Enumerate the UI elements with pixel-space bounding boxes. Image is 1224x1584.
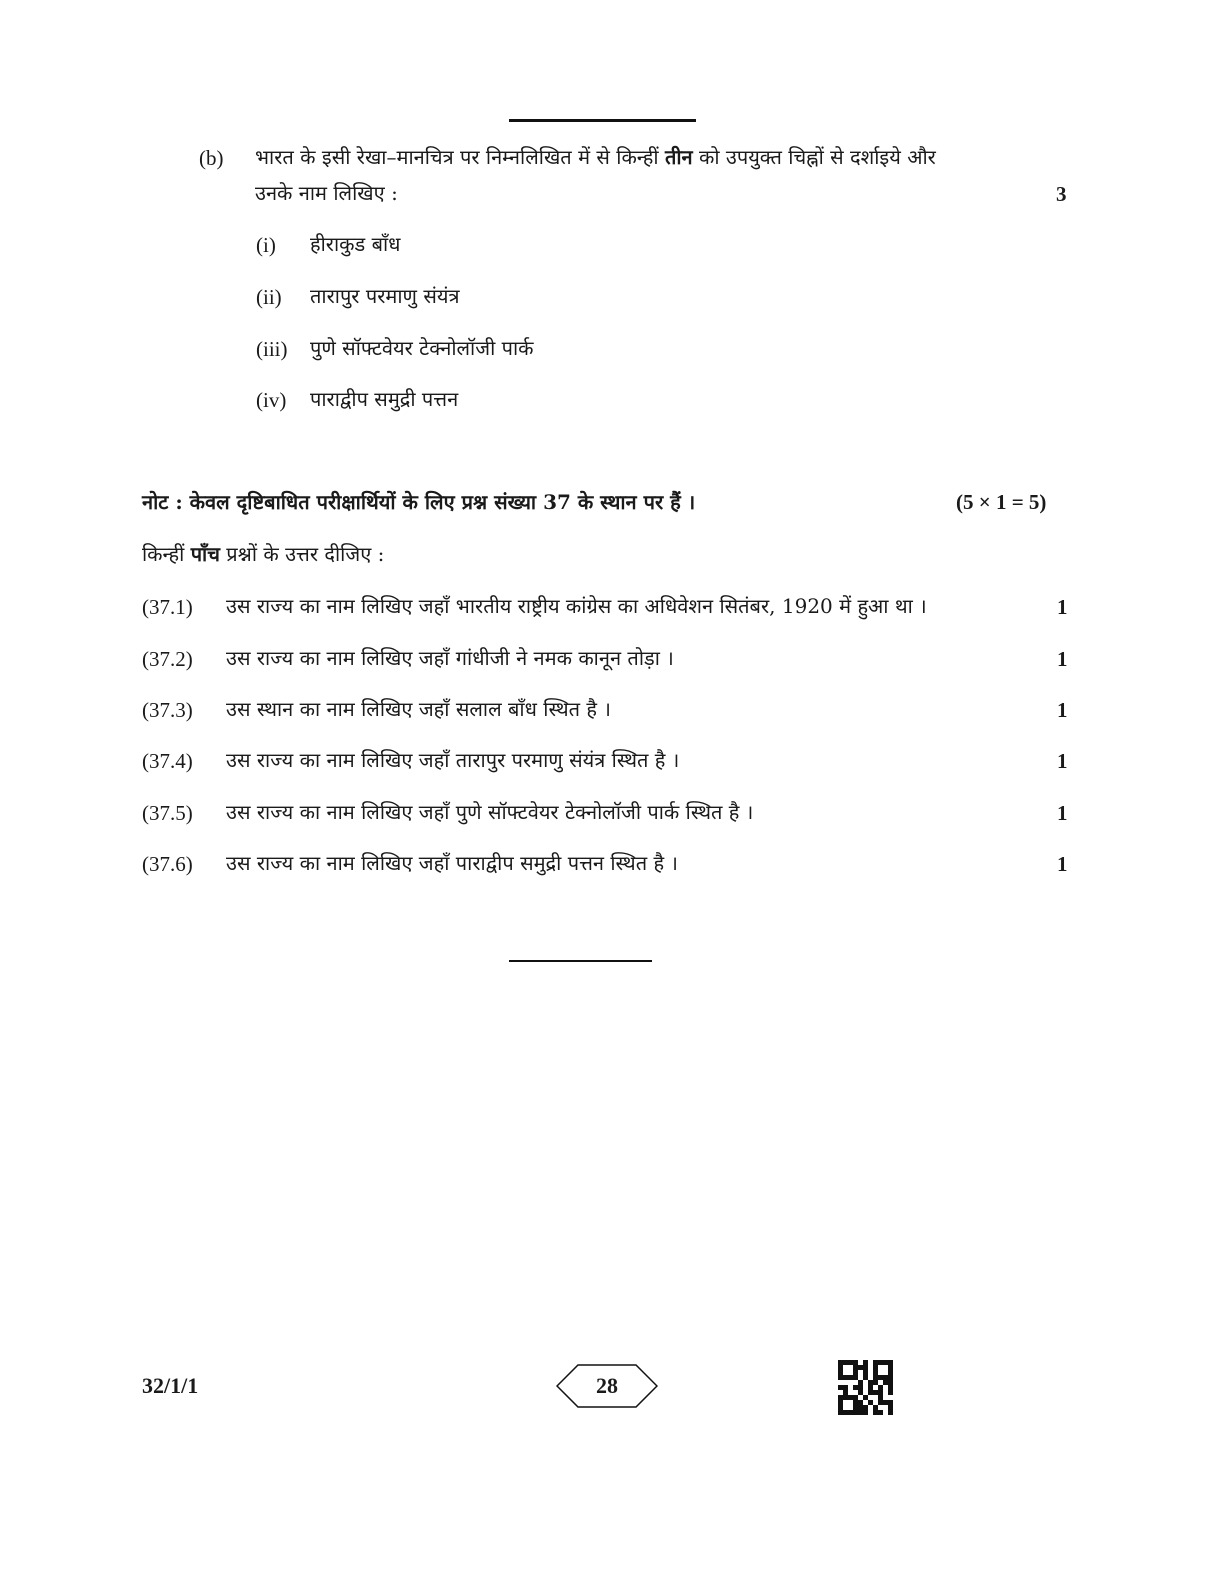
part-b-label: (b)	[199, 146, 224, 170]
question-text: उस राज्य का नाम लिखिए जहाँ तारापुर परमाणु संयंत्र स्थित है ।	[226, 748, 680, 772]
end-divider	[509, 960, 652, 962]
question-label: (37.3)	[142, 698, 193, 722]
question-label: (37.2)	[142, 647, 193, 671]
item-label: (i)	[256, 233, 276, 257]
part-b-line1-post: को उपयुक्त चिह्नों से दर्शाइये और	[692, 145, 936, 169]
question-text: उस राज्य का नाम लिखिए जहाँ पुणे सॉफ्टवेयर टेक्नोलॉजी पार्क स्थित है ।	[226, 800, 754, 824]
visually-impaired-note: नोट : केवल दृष्टिबाधित परीक्षार्थियों के लिए प्रश्न संख्या 37 के स्थान पर हैं ।	[142, 490, 696, 514]
question-label: (37.5)	[142, 801, 193, 825]
paper-code: 32/1/1	[142, 1373, 199, 1398]
instruction	[142, 541, 384, 567]
part-b-line1-bold: तीन	[664, 145, 693, 169]
part-b-line1-pre: भारत के इसी रेखा–मानचित्र पर निम्नलिखित में से किन्हीं	[255, 145, 665, 169]
part-b-marks: 3	[1056, 182, 1067, 206]
question-text: उस राज्य का नाम लिखिए जहाँ पाराद्वीप समुद्री पत्तन स्थित है ।	[226, 851, 679, 875]
question-text: उस स्थान का नाम लिखिए जहाँ सलाल बाँध स्थित है ।	[226, 697, 611, 721]
question-marks: 1	[1057, 647, 1068, 671]
top-divider	[509, 119, 696, 122]
item-label: (iii)	[256, 337, 288, 361]
instruction-pre: किन्हीं	[142, 542, 191, 566]
instruction-bold: पाँच	[190, 542, 220, 566]
question-text: उस राज्य का नाम लिखिए जहाँ गांधीजी ने नमक कानून तोड़ा ।	[226, 646, 674, 670]
question-marks: 1	[1057, 749, 1068, 773]
question-marks: 1	[1057, 698, 1068, 722]
instruction-post: प्रश्नों के उत्तर दीजिए :	[219, 542, 385, 566]
item-text: तारापुर परमाणु संयंत्र	[310, 284, 460, 308]
page-number: 28	[596, 1373, 618, 1398]
item-text: पाराद्वीप समुद्री पत्तन	[310, 387, 459, 411]
item-text: हीराकुड बाँध	[310, 232, 401, 256]
question-marks: 1	[1057, 595, 1068, 619]
part-b-question-line2: उनके नाम लिखिए :	[255, 181, 398, 205]
item-text: पुणे सॉफ्टवेयर टेक्नोलॉजी पार्क	[310, 336, 534, 360]
item-label: (ii)	[256, 285, 282, 309]
qr-code-icon	[838, 1360, 893, 1415]
question-marks: 1	[1057, 852, 1068, 876]
item-label: (iv)	[256, 388, 287, 412]
question-label: (37.1)	[142, 595, 193, 619]
question-text: उस राज्य का नाम लिखिए जहाँ भारतीय राष्ट्रीय कांग्रेस का अधिवेशन सितंबर, 1920 में हुआ था ।	[226, 594, 927, 618]
part-b-question-line1	[255, 144, 936, 170]
question-label: (37.4)	[142, 749, 193, 773]
question-marks: 1	[1057, 801, 1068, 825]
question-label: (37.6)	[142, 852, 193, 876]
note-marks: (5 × 1 = 5)	[956, 490, 1047, 514]
